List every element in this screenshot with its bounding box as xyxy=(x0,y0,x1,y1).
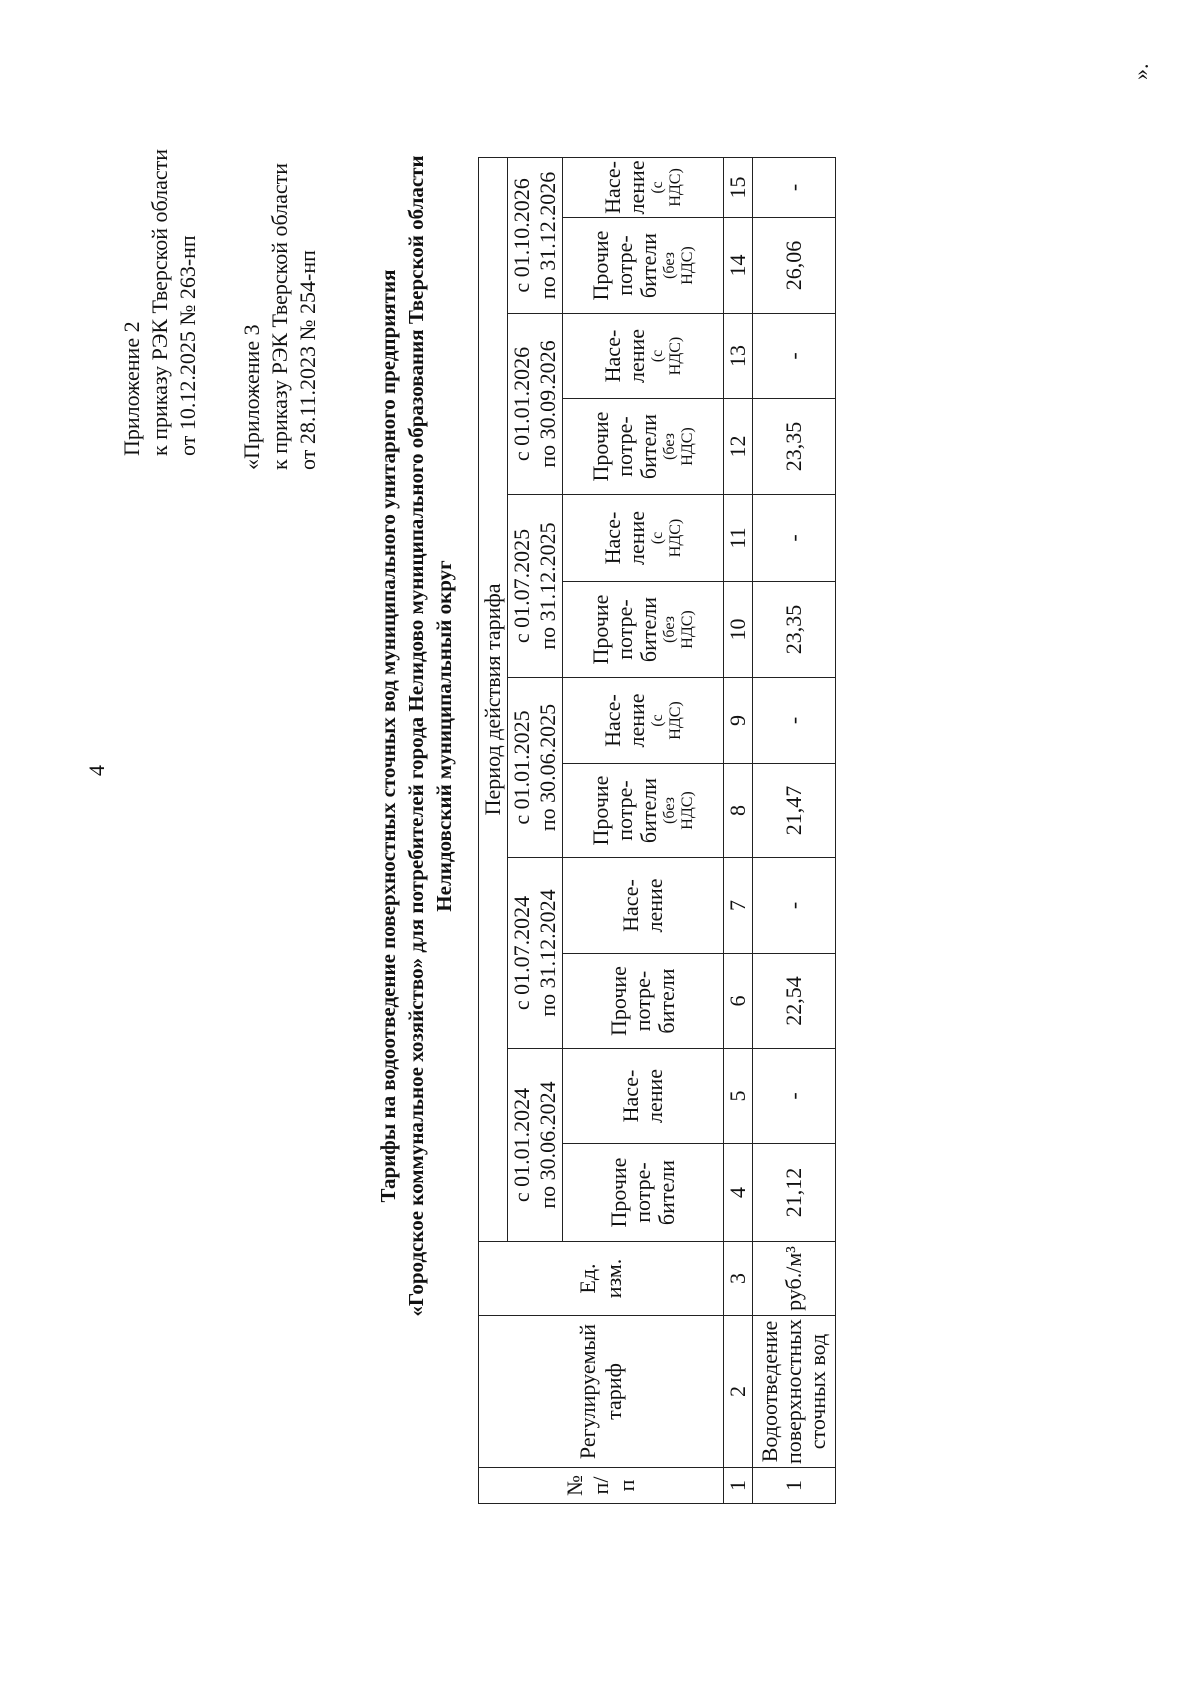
header-line: Регулируемый xyxy=(575,1323,600,1460)
subheader-line: бители xyxy=(654,968,679,1034)
appendix-line: к приказу РЭК Тверской области xyxy=(147,148,172,456)
subheader-vat-note: НДС) xyxy=(679,427,696,466)
subheader-vat-note: НДС) xyxy=(679,246,696,285)
header-line: Ед. xyxy=(575,1263,600,1294)
document-title-line: Тарифы на водоотведение поверхностных сточных вод муниципального унитарного предприятия xyxy=(376,269,400,1203)
tariff-value: - xyxy=(753,858,836,954)
subheader-vat-note: НДС) xyxy=(679,610,696,649)
period-to: по 30.06.2025 xyxy=(535,703,560,832)
tariff-value: 21,47 xyxy=(753,764,836,858)
subheader-population xyxy=(563,858,724,954)
column-index: 2 xyxy=(724,1316,753,1468)
subheader-population xyxy=(563,678,724,764)
document-title-line: Нелидовский муниципальный округ xyxy=(432,560,456,912)
period-to: по 30.06.2024 xyxy=(535,1081,560,1209)
period-cell xyxy=(508,157,563,313)
subheader-line: потре- xyxy=(612,416,637,477)
appendix-block-new xyxy=(118,149,202,456)
subheader-line: Насе- xyxy=(600,694,625,747)
subheader-vat-note: (без xyxy=(661,252,678,279)
header-tariff xyxy=(479,1316,724,1468)
subheader-vat-note: НДС) xyxy=(667,701,684,740)
subheader-vat-note: (с xyxy=(649,349,666,363)
row-name-line: сточных вод xyxy=(805,1333,830,1450)
row-name-line: Водоотведение xyxy=(757,1320,782,1463)
tariff-table xyxy=(478,157,836,1504)
appendix-line: к приказу РЭК Тверской области xyxy=(267,162,292,470)
tariff-value: 21,12 xyxy=(753,1144,836,1242)
subheader-line: Насе- xyxy=(600,161,625,214)
subheader-line: Прочие xyxy=(606,1157,631,1228)
subheader-line: ление xyxy=(624,160,649,215)
subheader-line: ление xyxy=(642,1068,667,1124)
column-index: 8 xyxy=(724,764,753,858)
period-to: по 31.12.2026 xyxy=(535,171,560,300)
subheader-line: ление xyxy=(624,693,649,748)
header-line: № xyxy=(562,1475,587,1496)
subheader-line: потре- xyxy=(612,235,637,296)
subheader-line: потре- xyxy=(612,780,637,841)
subheader-line: Прочие xyxy=(588,775,613,846)
period-from: с 01.07.2024 xyxy=(509,895,534,1011)
subheader-other xyxy=(563,954,724,1049)
period-from: с 01.01.2025 xyxy=(509,710,534,825)
period-from: с 01.10.2026 xyxy=(509,178,534,293)
column-index: 4 xyxy=(724,1144,753,1242)
tariff-value: 26,06 xyxy=(753,218,836,314)
period-cell xyxy=(508,495,563,678)
subheader-vat-note: (без xyxy=(661,797,678,824)
subheader-line: потре- xyxy=(612,599,637,660)
subheader-vat-note: НДС) xyxy=(667,518,684,558)
subheader-other xyxy=(563,399,724,495)
header-line: п/ xyxy=(588,1476,613,1495)
subheader-population xyxy=(563,1049,724,1144)
subheader-vat-note: НДС) xyxy=(667,336,684,376)
header-unit xyxy=(479,1242,724,1316)
column-index: 10 xyxy=(724,582,753,678)
tariff-value: - xyxy=(753,157,836,217)
subheader-vat-note: (без xyxy=(661,433,678,460)
page-number: 4 xyxy=(84,765,109,776)
column-index-row xyxy=(724,157,753,1503)
period-cell xyxy=(508,1049,563,1242)
subheader-line: ление xyxy=(624,510,649,566)
column-index: 15 xyxy=(724,157,753,217)
period-from: с 01.01.2024 xyxy=(509,1087,534,1203)
subheader-line: потре- xyxy=(630,1162,655,1223)
appendix-line: Приложение 2 xyxy=(119,321,144,456)
period-cell xyxy=(508,314,563,495)
period-from: с 01.01.2026 xyxy=(509,346,534,462)
column-index: 5 xyxy=(724,1049,753,1144)
tariff-value: - xyxy=(753,495,836,582)
subheader-population xyxy=(563,314,724,399)
period-cell xyxy=(508,678,563,858)
period-from: с 01.07.2025 xyxy=(509,528,534,644)
subheader-line: Насе- xyxy=(618,1069,643,1123)
appendix-block-old xyxy=(238,163,322,470)
period-to: по 30.09.2026 xyxy=(535,340,560,468)
column-index: 9 xyxy=(724,678,753,764)
period-to: по 31.12.2024 xyxy=(535,889,560,1017)
document-title-line: «Городское коммунальное хозяйство» для потребителей города Нелидово муниципального образования Тверской области xyxy=(404,155,428,1317)
tariff-value: 22,54 xyxy=(753,954,836,1049)
appendix-line: от 28.11.2023 № 254-нп xyxy=(295,250,320,470)
header-line: п xyxy=(614,1479,639,1492)
subheader-line: ление xyxy=(642,878,667,933)
header-number xyxy=(479,1468,724,1504)
subheader-other xyxy=(563,582,724,678)
subheader-line: ление xyxy=(624,328,649,384)
subheader-line: Насе- xyxy=(618,879,643,932)
row-tariff-name xyxy=(753,1316,836,1468)
subheader-line: Насе- xyxy=(600,511,625,565)
subheader-line: бители xyxy=(636,596,661,663)
column-index: 13 xyxy=(724,314,753,399)
row-number: 1 xyxy=(753,1468,836,1504)
subheader-population xyxy=(563,157,724,217)
subheader-line: бители xyxy=(654,1159,679,1226)
column-index: 3 xyxy=(724,1242,753,1316)
subheader-line: Прочие xyxy=(606,966,631,1036)
period-to: по 31.12.2025 xyxy=(535,522,560,650)
subheader-line: потре- xyxy=(630,970,655,1032)
subheader-line: бители xyxy=(636,777,661,844)
closing-quote: ». xyxy=(1128,63,1153,80)
column-index: 6 xyxy=(724,954,753,1049)
table-row xyxy=(753,157,836,1503)
column-index: 12 xyxy=(724,399,753,495)
tariff-value: 23,35 xyxy=(753,582,836,678)
subheader-line: бители xyxy=(636,413,661,480)
subheader-other xyxy=(563,218,724,314)
column-index: 7 xyxy=(724,858,753,954)
subheader-line: бители xyxy=(636,232,661,299)
tariff-value: - xyxy=(753,1049,836,1144)
subheader-vat-note: (с xyxy=(649,714,666,727)
column-index: 11 xyxy=(724,495,753,582)
tariff-value: 23,35 xyxy=(753,399,836,495)
period-cell xyxy=(508,858,563,1049)
tariff-value: - xyxy=(753,678,836,764)
subheader-other xyxy=(563,764,724,858)
subheader-line: Прочие xyxy=(588,411,613,482)
row-unit: руб./м³ xyxy=(753,1242,836,1316)
row-name-line: поверхностных xyxy=(781,1318,806,1465)
subheader-vat-note: (с xyxy=(649,181,666,194)
subheader-line: Насе- xyxy=(600,329,625,383)
header-line: тариф xyxy=(601,1363,626,1420)
subheader-other xyxy=(563,1144,724,1242)
subheader-vat-note: НДС) xyxy=(667,168,684,207)
column-index: 14 xyxy=(724,218,753,314)
header-line: изм. xyxy=(601,1258,626,1299)
appendix-line: от 10.12.2025 № 263-нп xyxy=(175,235,200,456)
subheader-vat-note: НДС) xyxy=(679,791,696,830)
appendix-line: «Приложение 3 xyxy=(239,324,264,470)
column-index: 1 xyxy=(724,1468,753,1504)
subheader-line: Прочие xyxy=(588,594,613,665)
subheader-vat-note: (с xyxy=(649,531,666,545)
subheader-population xyxy=(563,495,724,582)
subheader-vat-note: (без xyxy=(661,616,678,643)
subheader-line: Прочие xyxy=(588,230,613,301)
tariff-value: - xyxy=(753,314,836,399)
header-period: Период действия тарифа xyxy=(479,157,508,1241)
